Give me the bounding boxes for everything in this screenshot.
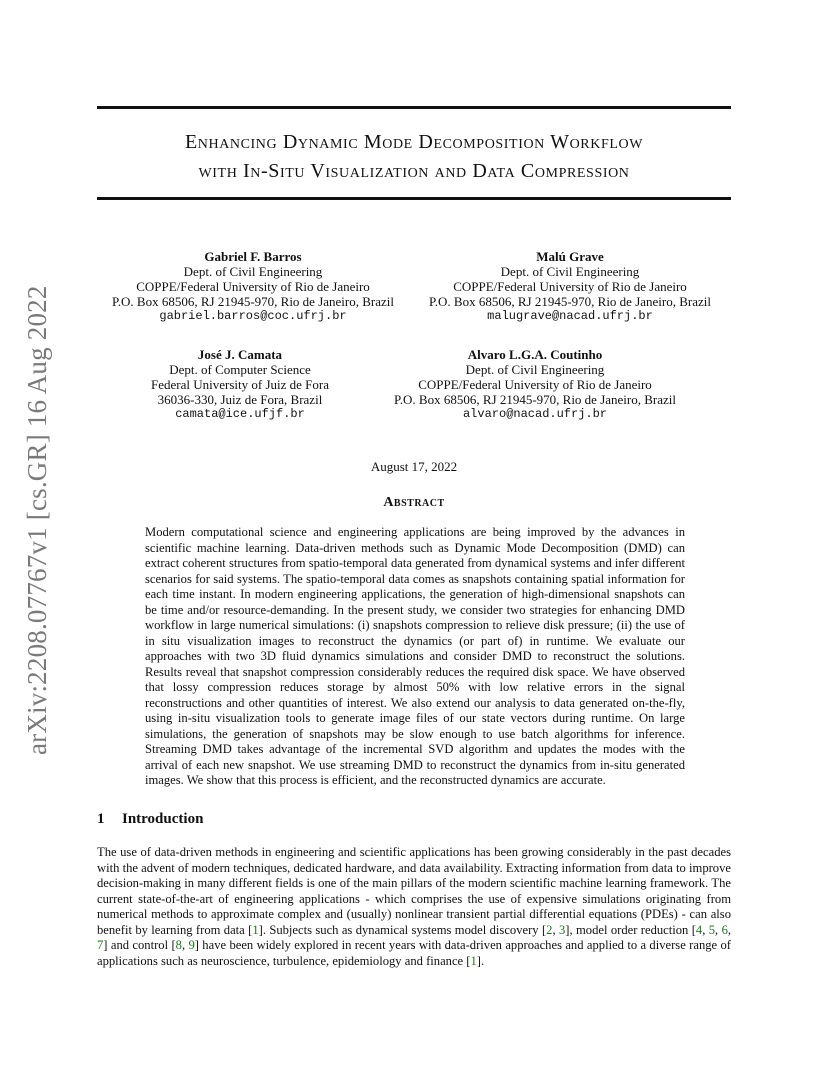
intro-text-segment: , xyxy=(552,922,559,937)
author-email[interactable]: malugrave@nacad.ufrj.br xyxy=(487,309,653,323)
intro-text-segment: , xyxy=(727,922,732,937)
intro-text-segment: ]. xyxy=(476,953,485,968)
title-top-rule xyxy=(97,106,731,109)
author-institution: Federal University of Juiz de Fora xyxy=(151,377,329,392)
intro-text-segment: , xyxy=(702,922,709,937)
title-bottom-rule xyxy=(97,197,731,200)
intro-text-segment: ] have been widely explored in recent years with data-driven approaches and applied to a diverse range of applications such as neuroscience, turbulence, epidemiology and finance [ xyxy=(97,938,731,968)
intro-text-segment: , xyxy=(181,938,189,952)
author-block xyxy=(97,249,409,324)
author-dept: Dept. of Civil Engineering xyxy=(500,264,640,279)
author-address: P.O. Box 68506, RJ 21945-970, Rio de Janeiro, Brazil xyxy=(111,294,394,309)
author-email[interactable]: camata@ice.ufjf.br xyxy=(175,407,305,421)
author-institution: COPPE/Federal University of Rio de Janeiro xyxy=(418,377,652,392)
citation-link[interactable]: 6 xyxy=(721,922,728,937)
citation-link[interactable]: 7 xyxy=(97,938,104,952)
author-name: José J. Camata xyxy=(197,347,283,362)
section-number: 1 xyxy=(97,811,105,827)
intro-text-segment: ]. Subjects such as dynamical systems model discovery [ xyxy=(258,922,547,937)
intro-text-segment: The use of data-driven methods in engineering and scientific applications has been growing considerably in the past decades with the advent of modern techniques, dedicated hardware, and data availability. Extracting information from data to improve decision-making in many different fields is one of the main pillars of the modern scientific machine learning framework. The current state-of-the-art of engineering applications - which comprises the use of expensive simulations originating from numerical methods to approximate complex and (usually) nonlinear transient partial differential equations (PDEs) - can also benefit by learning from data [ xyxy=(97,845,731,937)
author-name: Alvaro L.G.A. Coutinho xyxy=(467,347,603,362)
title-line-2: with In-Situ Visualization and Data Compression xyxy=(198,160,630,182)
intro-paragraph xyxy=(97,845,731,969)
section-title: Introduction xyxy=(122,811,204,827)
citation-link[interactable]: 2 xyxy=(546,922,553,937)
author-block xyxy=(140,347,340,422)
citation-link[interactable]: 8 xyxy=(175,938,182,952)
author-email[interactable]: gabriel.barros@coc.ufrj.br xyxy=(159,309,347,323)
author-name: Malú Grave xyxy=(536,249,604,264)
author-name: Gabriel F. Barros xyxy=(204,249,302,264)
author-address: P.O. Box 68506, RJ 21945-970, Rio de Janeiro, Brazil xyxy=(393,392,676,407)
paper-title xyxy=(97,128,731,186)
author-block xyxy=(380,347,690,422)
citation-link[interactable]: 3 xyxy=(558,922,566,937)
citation-link[interactable]: 1 xyxy=(252,922,259,937)
author-dept: Dept. of Civil Engineering xyxy=(183,264,323,279)
author-address: 36036-330, Juiz de Fora, Brazil xyxy=(157,392,323,407)
author-block xyxy=(420,249,720,324)
arxiv-identifier: arXiv:2208.07767v1 [cs.GR] 16 Aug 2022 xyxy=(22,285,52,755)
section-heading xyxy=(97,811,203,828)
author-institution: COPPE/Federal University of Rio de Janeiro xyxy=(453,279,687,294)
author-dept: Dept. of Computer Science xyxy=(169,362,311,377)
author-institution: COPPE/Federal University of Rio de Janeiro xyxy=(136,279,370,294)
abstract-heading: Abstract xyxy=(383,495,445,510)
author-address: P.O. Box 68506, RJ 21945-970, Rio de Janeiro, Brazil xyxy=(428,294,711,309)
paper-date: August 17, 2022 xyxy=(370,459,458,474)
citation-link[interactable]: 4 xyxy=(695,922,703,937)
citation-link[interactable]: 5 xyxy=(708,922,716,937)
intro-text-segment: , xyxy=(715,922,722,937)
title-line-1: Enhancing Dynamic Mode Decomposition Workflow xyxy=(184,131,644,153)
author-dept: Dept. of Civil Engineering xyxy=(465,362,605,377)
intro-text-segment: ] and control [ xyxy=(103,938,176,952)
intro-text-segment: ], model order reduction [ xyxy=(565,922,696,937)
author-email[interactable]: alvaro@nacad.ufrj.br xyxy=(462,407,608,421)
citation-link[interactable]: 9 xyxy=(188,938,195,952)
citation-link[interactable]: 1 xyxy=(470,953,477,968)
abstract-text: Modern computational science and engineering applications are being improved by the advances in scientific machine learning. Data-driven methods such as Dynamic Mode Decomposition (DMD) can extract coherent structures from spatio-temporal data generated from dynamical systems and infer different scenarios for said systems. The spatio-temporal data comes as snapshots containing spatial information for each time instant. In modern engineering applications, the generation of high-dimensional snapshots can be time and/or resource-demanding. In the present study, we consider two strategies for enhancing DMD workflow in large numerical simulations: (i) snapshots compression to relieve disk pressure; (ii) the use of in situ visualization images to reconstruct the dynamics (or part of) in runtime. We evaluate our approaches with two 3D fluid dynamics simulations and consider DMD to reconstruct the solutions. Results reveal that snapshot compression considerably reduces the required disk space. We have observed that lossy compression reduces storage by almost 50% with low relative errors in the signal reconstructions and other quantities of interest. We also extend our analysis to data generated on-the-fly, using in-situ visualization tools to generate image files of our state vectors during runtime. On large simulations, the generation of snapshots may be slow enough to use batch algorithms for inference. Streaming DMD takes advantage of the incremental SVD algorithm and updates the modes with the arrival of each new snapshot. We use streaming DMD to reconstruct the dynamics from in-situ generated images. We show that this process is efficient, and the reconstructed dynamics are accurate. xyxy=(145,525,685,787)
